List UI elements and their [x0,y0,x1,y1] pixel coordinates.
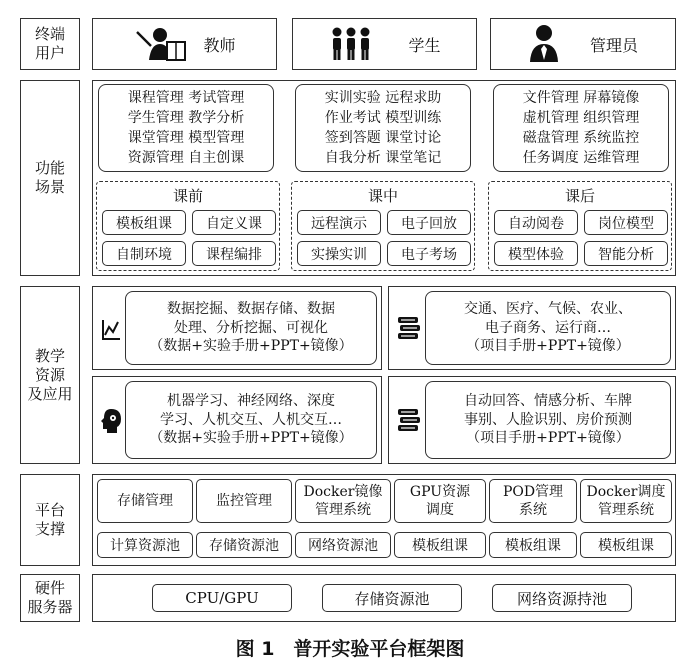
phase-title: 课后 [564,186,595,205]
platform-pool: 计算资源池 [97,532,193,558]
phase-chip: 智能分析 [584,241,668,266]
phase-before [96,181,280,271]
admin-functions: 文件管理 屏幕镜像 虚机管理 组织管理 磁盘管理 系统监控 任务调度 运维管理 [493,84,669,172]
platform-item: Docker调度 管理系统 [580,479,672,523]
resource-text: 自动回答、情感分析、车牌 事别、人脸识别、房价预测 （项目手册+PPT+镜像） [425,381,671,459]
platform-label: 平台 支撑 [20,474,80,566]
students-label: 学生 [408,35,441,55]
phase-chip: 自定义课 [192,210,276,235]
platform-pool: 模板组课 [394,532,486,558]
teacher-functions: 课程管理 考试管理 学生管理 教学分析 课堂管理 模型管理 资源管理 自主创课 [98,84,274,172]
phase-chip: 自动阅卷 [494,210,578,235]
students-icon [328,26,374,62]
phase-chip: 模型体验 [494,241,578,266]
resource-cell-industry [388,286,676,370]
user-admin [490,18,676,70]
platform-item: POD管理 系统 [489,479,577,523]
user-teacher [92,18,277,70]
resource-text: 数据挖掘、数据存储、数据 处理、分析挖掘、可视化 （数据+实验手册+PPT+镜像） [125,291,377,365]
chart-icon [101,319,121,341]
resource-cell-apps [388,376,676,464]
teacher-label: 教师 [203,35,236,55]
hardware-label: 硬件 服务器 [20,574,80,622]
platform-item: GPU资源 调度 [394,479,486,523]
platform-pool: 模板组课 [489,532,577,558]
phase-title: 课前 [172,186,203,205]
phase-after [488,181,672,271]
figure-caption: 图 1 普开实验平台框架图 [235,637,465,660]
books-icon [397,407,421,435]
teacher-icon [133,24,189,64]
platform-item: 监控管理 [196,479,292,523]
platform-pool: 模板组课 [580,532,672,558]
resources-label: 教学 资源 及应用 [20,286,80,464]
brain-icon [99,407,123,435]
phase-chip: 课程编排 [192,241,276,266]
phase-chip: 电子回放 [387,210,471,235]
books-icon [397,315,421,343]
resource-cell-data [92,286,382,370]
phase-chip: 岗位模型 [584,210,668,235]
resource-text: 机器学习、神经网络、深度 学习、人机交互、人机交互… （数据+实验手册+PPT+镜像） [125,381,377,459]
users-label: 终端 用户 [20,18,80,70]
hardware-item: 存储资源池 [322,584,462,612]
platform-item: Docker镜像 管理系统 [295,479,391,523]
admin-label: 管理员 [589,35,638,55]
resource-cell-ai [92,376,382,464]
phase-chip: 自制环境 [102,241,186,266]
scenes-label: 功能 场景 [20,80,80,276]
platform-pool: 存储资源池 [196,532,292,558]
platform-item: 存储管理 [97,479,193,523]
phase-title: 课中 [367,186,398,205]
resource-text: 交通、医疗、气候、农业、 电子商务、运行商… （项目手册+PPT+镜像） [425,291,671,365]
phase-chip: 远程演示 [297,210,381,235]
user-students [292,18,477,70]
phase-chip: 实操实训 [297,241,381,266]
admin-icon [528,24,560,64]
hardware-item: CPU/GPU [152,584,292,612]
phase-chip: 模板组课 [102,210,186,235]
phase-chip: 电子考场 [387,241,471,266]
hardware-item: 网络资源持池 [492,584,632,612]
student-functions: 实训实验 远程求助 作业考试 模型训练 签到答题 课堂讨论 自我分析 课堂笔记 [295,84,471,172]
platform-pool: 网络资源池 [295,532,391,558]
phase-during [291,181,475,271]
